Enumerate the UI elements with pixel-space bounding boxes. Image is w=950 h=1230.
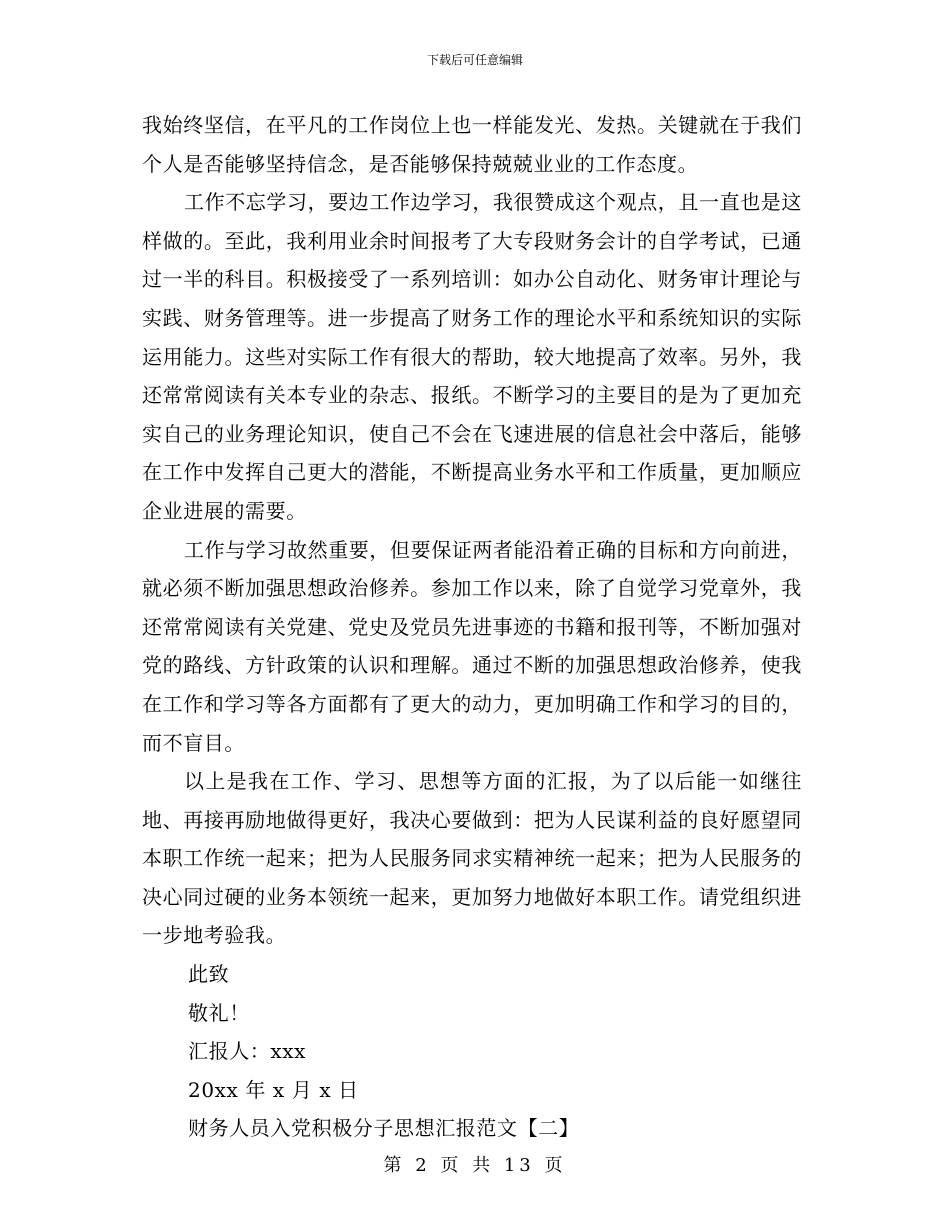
paragraph-3: 工作与学习故然重要，但要保证两者能沿着正确的目标和方向前进，就必须不断加强思想政治修养。参加工作以来，除了自觉学习党章外，我还常常阅读有关党建、党史及党员先进事迹的书籍和报刊等，不断加强对党的路线、方针政策的认识和理解。通过不断的加强思想政治修养，使我在工作和学习等各方面都有了更大的动力，更加明确工作和学习的目的，而不盲目。 bbox=[142, 537, 802, 755]
reporter-line: 汇报人：xxx bbox=[188, 1039, 307, 1064]
next-section-title: 财务人员入党积极分子思想汇报范文【二】 bbox=[188, 1116, 580, 1141]
paragraph-4: 以上是我在工作、学习、思想等方面的汇报，为了以后能一如继往地、再接再励地做得更好，我决心要做到：把为人民谋利益的良好愿望同本职工作统一起来；把为人民服务同求实精神统一起来；把为人民服务的决心同过硬的业务本领统一起来，更加努力地做好本职工作。请党组织进一步地考验我。 bbox=[142, 769, 802, 948]
closing-salutation: 此致 bbox=[188, 962, 230, 987]
paragraph-1: 我始终坚信，在平凡的工作岗位上也一样能发光、发热。关键就在于我们个人是否能够坚持信念，是否能够保持兢兢业业的工作态度。 bbox=[142, 113, 802, 176]
header-note: 下载后可任意编辑 bbox=[426, 53, 523, 67]
date-line: 20xx 年 x 月 x 日 bbox=[188, 1077, 359, 1102]
closing-respect: 敬礼！ bbox=[188, 1000, 250, 1025]
page-number: 第 2 页 共 13 页 bbox=[383, 1155, 567, 1176]
paragraph-2: 工作不忘学习，要边工作边学习，我很赞成这个观点，且一直也是这样做的。至此，我利用业余时间报考了大专段财务会计的自学考试，已通过一半的科目。积极接受了一系列培训：如办公自动化、财务审计理论与实践、财务管理等。进一步提高了财务工作的理论水平和系统知识的实际运用能力。这些对实际工作有很大的帮助，较大地提高了效率。另外，我还常常阅读有关本专业的杂志、报纸。不断学习的主要目的是为了更加充实自己的业务理论知识，使自己不会在飞速进展的信息社会中落后，能够在工作中发挥自己更大的潜能，不断提高业务水平和工作质量，更加顺应企业进展的需要。 bbox=[142, 190, 802, 523]
document-body bbox=[142, 106, 802, 1148]
